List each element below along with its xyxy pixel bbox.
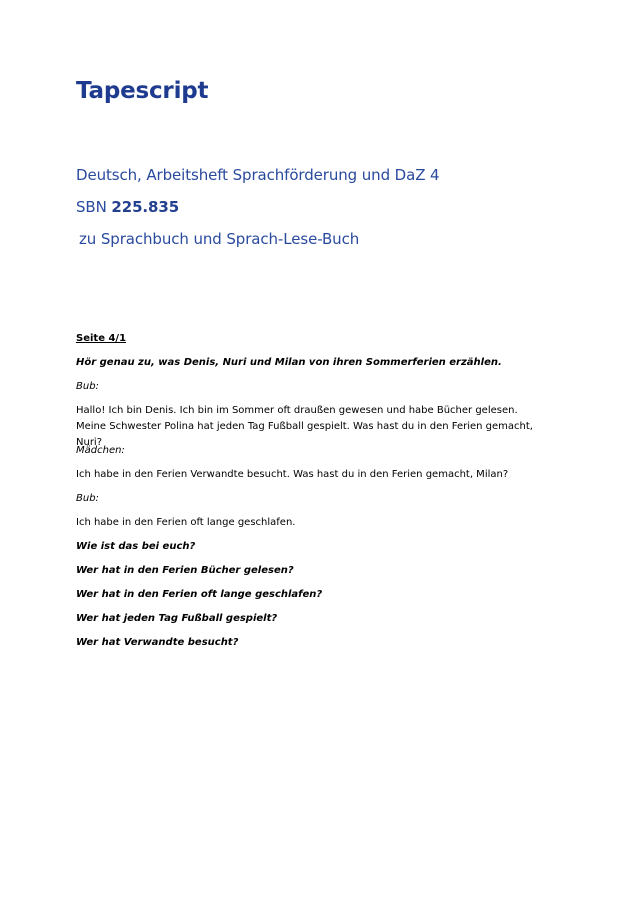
sbn-value: 225.835 (111, 198, 180, 216)
dialogue-text: Hallo! Ich bin Denis. Ich bin im Sommer oft draußen gewesen und habe Bücher gelesen. Meine Schwester Polina hat jeden Tag Fußball gespielt. Was hast du in den Ferien gemacht, Nuri? (76, 405, 533, 448)
instruction-text: Hör genau zu, was Denis, Nuri und Milan von ihren Sommerferien erzählen. (76, 357, 502, 368)
sbn-number (76, 198, 179, 216)
dialogue-text: Ich habe in den Ferien Verwandte besucht. Was hast du in den Ferien gemacht, Milan? (76, 469, 509, 480)
question-text: Wie ist das bei euch? (76, 541, 196, 552)
speaker-label: Bub: (76, 493, 99, 504)
speaker-label: Mädchen: (76, 445, 125, 456)
sbn-prefix: SBN (76, 198, 112, 216)
page-title: Tapescript (76, 78, 209, 104)
book-title: Deutsch, Arbeitsheft Sprachförderung und DaZ 4 (76, 166, 440, 184)
section-heading: Seite 4/1 (76, 333, 127, 344)
question-text: Wer hat in den Ferien Bücher gelesen? (76, 565, 294, 576)
speaker-label: Bub: (76, 381, 99, 392)
question-text: Wer hat jeden Tag Fußball gespielt? (76, 613, 278, 624)
dialogue-text: Ich habe in den Ferien oft lange geschlafen. (76, 517, 296, 528)
question-text: Wer hat Verwandte besucht? (76, 637, 239, 648)
question-text: Wer hat in den Ferien oft lange geschlafen? (76, 589, 323, 600)
book-subtitle: zu Sprachbuch und Sprach-Lese-Buch (79, 230, 360, 248)
